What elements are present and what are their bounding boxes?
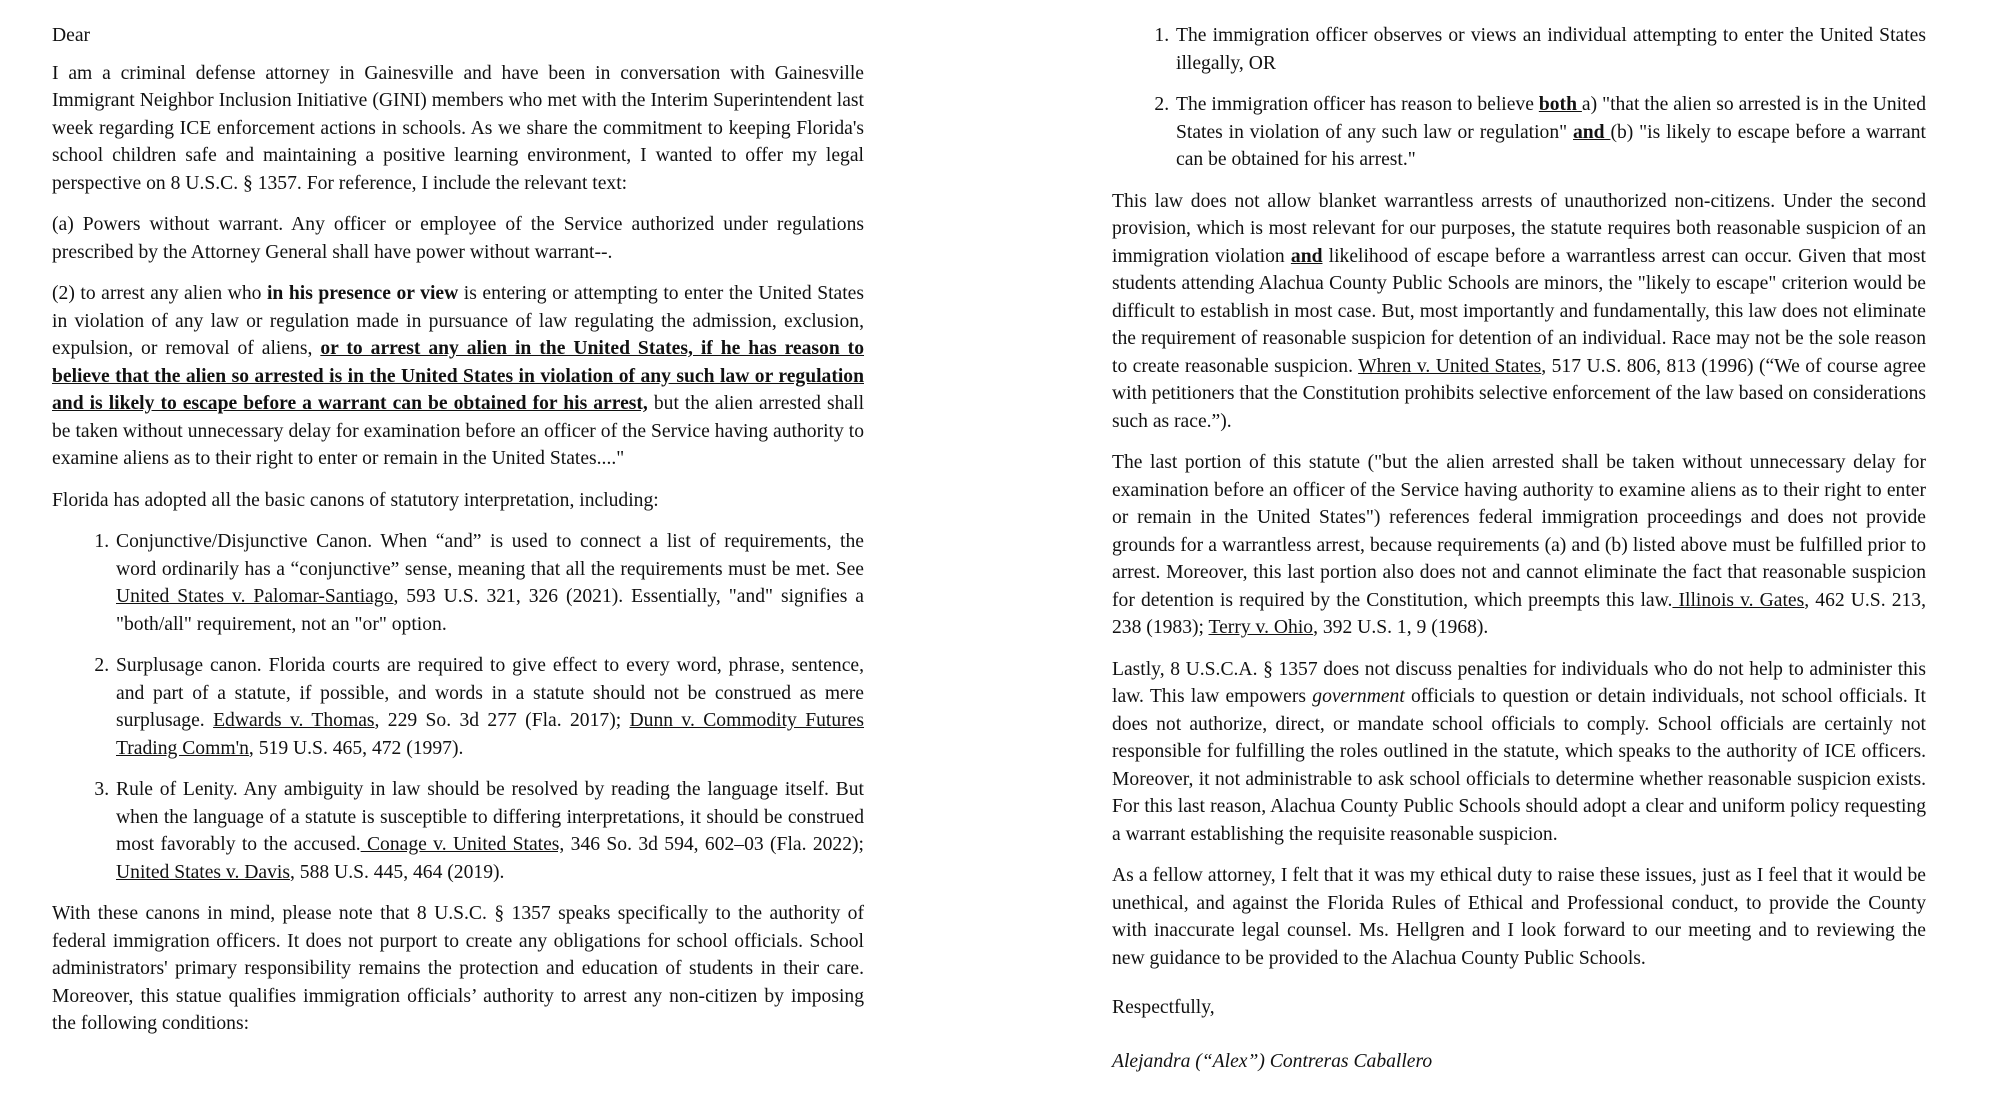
case-citation: United States v. Palomar-Santiago (116, 586, 394, 607)
closing-paragraph: As a fellow attorney, I felt that it was my ethical duty to raise these issues, just as I feel that it would be unethical, and against the Florida Rules of Ethical and Professional conduct, to provide the County with inaccurate legal counsel. Ms. Hellgren and I look forward to our meeting and to reviewing the new guidance to be provided to the Alachua County Public Schools. (1112, 865, 1926, 969)
letter-right-column (1112, 22, 1926, 1089)
emphasis-bold-underlined: or to arrest any alien in the United States, if he has reason to believe that the alien so arrested is in the United States in violation of any such law or regulation and is likely to escape before a warrant can be obtained for his arrest, (52, 338, 865, 414)
signature: Alejandra (“Alex”) Contreras Caballero (1112, 1050, 1433, 1072)
condition-item-reason-to-believe: 2. The immigration officer has reason to believe both a) "that the alien so arrested is in the United States in violation of any such law or regulation" and (b) "is likely to escape before a warrant can be obtained for his arrest." (1174, 91, 1926, 174)
analysis-paragraph-1: This law does not allow blanket warrantless arrests of unauthorized non-citizens. Under the second provision, which is most relevant for our purposes, the statute requires both reasonable suspicion of an immigration violation and likelihood of escape before a warrantless arrest can occur. Given that most students attending Alachua County Public Schools are minors, the "likely to escape" criterion would be difficult to establish in most case. But, most importantly and fundamentally, this law does not eliminate the requirement of reasonable suspicion for detention of an individual. Race may not be the sole reason to create reasonable suspicion. Whren v. United States, 517 U.S. 806, 813 (1996) (“We of course agree with petitioners that the Constitution prohibits selective enforcement of the law based on considerations such as race.”). (1112, 190, 1926, 432)
statute-quote-2: (2) to arrest any alien who in his presence or view is entering or attempting to enter the United States in violation of any law or regulation made in pursuance of law regulating the admission, exclusion, expulsion, or removal of aliens, or to arrest any alien in the United States, if he has reason to believe that the alien so arrested is in the United States in violation of any such law or regulation and is likely to escape before a warrant can be obtained for his arrest, but the alien arrested shall be taken without unnecessary delay for examination before an officer of the Service having authority to examine aliens as to their right to enter or remain in the United States...." (52, 283, 865, 469)
case-citation: Edwards v. Thomas (213, 710, 375, 731)
case-citation: United States v. Davis (116, 861, 290, 883)
conditions-list (1112, 22, 1926, 174)
canons-list (52, 528, 864, 886)
canons-intro: Florida has adopted all the basic canons of statutory interpretation, including: (52, 489, 659, 511)
analysis-paragraph-2: The last portion of this statute ("but the alien arrested shall be taken without unnecessary delay for examination before an officer of the Service having authority to examine aliens as to their right to enter or remain in the United States") references federal immigration proceedings and does not provide grounds for a warrantless arrest, because requirements (a) and (b) listed above must be fulfilled prior to arrest. Moreover, this last portion also does not and cannot eliminate the fact that reasonable suspicion for detention is required by the Constitution, which preempts this law. Illinois v. Gates, 462 U.S. 213, 238 (1983); Terry v. Ohio, 392 U.S. 1, 9 (1968). (1112, 452, 1926, 638)
sign-off: Respectfully, (1112, 997, 1215, 1018)
emphasis-italic: government (1312, 686, 1405, 707)
case-citation: Whren v. United States (1358, 355, 1542, 377)
emphasis-bold: in his presence or view (266, 283, 459, 304)
statute-quote-a: (a) Powers without warrant. Any officer or employee of the Service authorized under regulations prescribed by the Attorney General shall have power without warrant--. (52, 214, 864, 263)
canons-closing-paragraph: With these canons in mind, please note that 8 U.S.C. § 1357 speaks specifically to the authority of federal immigration officers. It does not purport to create any obligations for school officials. School administrators' primary responsibility remains the protection and education of students in their care. Moreover, this statue qualifies immigration officials’ authority to arrest any non-citizen by imposing the following conditions: (52, 903, 864, 1034)
canon-item-lenity: 3. Rule of Lenity. Any ambiguity in law should be resolved by reading the language itself. But when the language of a statute is susceptible to differing interpretations, it should be construed most favorably to the accused. Conage v. United States, 346 So. 3d 594, 602–03 (Fla. 2022); United States v. Davis, 588 U.S. 445, 464 (2019). (114, 776, 864, 886)
case-citation: Conage v. United States, (360, 834, 565, 855)
case-citation: Illinois v. Gates (1672, 589, 1805, 611)
canon-item-surplusage: 2. Surplusage canon. Florida courts are required to give effect to every word, phrase, sentence, and part of a statute, if possible, and words in a statute should not be construed as mere surplusage. Edwards v. Thomas, 229 So. 3d 277 (Fla. 2017); Dunn v. Commodity Futures Trading Comm'n, 519 U.S. 465, 472 (1997). (114, 652, 864, 762)
canon-item-conjunctive: 1. Conjunctive/Disjunctive Canon. When “and” is used to connect a list of requirements, the word ordinarily has a “conjunctive” sense, meaning that all the requirements must be met. See United States v. Palomar-Santiago, 593 U.S. 321, 326 (2021). Essentially, "and" signifies a "both/all" requirement, not an "or" option. (114, 528, 864, 638)
condition-item-presence: 1. The immigration officer observes or views an individual attempting to enter the United States illegally, OR (1174, 22, 1926, 77)
emphasis-bold-underlined: and (1572, 121, 1611, 143)
letter-left-column (52, 22, 864, 1052)
emphasis-bold-underlined: and (1290, 245, 1323, 267)
case-citation: Dunn v. Commodity Futures Trading Comm'n (116, 710, 864, 759)
salutation: Dear (52, 25, 91, 46)
case-citation: Terry v. Ohio (1208, 617, 1314, 638)
intro-paragraph: I am a criminal defense attorney in Gainesville and have been in conversation with Gainesville Immigrant Neighbor Inclusion Initiative (GINI) members who met with the Interim Superintendent last week regarding ICE enforcement actions in schools. As we share the commitment to keeping Florida's school children safe and maintaining a positive learning environment, I wanted to offer my legal perspective on 8 U.S.C. § 1357. For reference, I include the relevant text: (52, 62, 864, 194)
analysis-paragraph-3: Lastly, 8 U.S.C.A. § 1357 does not discuss penalties for individuals who do not help to administer this law. This law empowers government officials to question or detain individuals, not school officials. It does not authorize, direct, or mandate school officials to comply. School officials are certainly not responsible for fulfilling the roles outlined in the statute, which speaks to the authority of ICE officers. Moreover, it not administrable to ask school officials to determine whether reasonable suspicion exists. For this last reason, Alachua County Public Schools should adopt a clear and uniform policy requesting a warrant establishing the requisite reasonable suspicion. (1112, 658, 1926, 845)
emphasis-bold-underlined: both (1538, 94, 1582, 115)
